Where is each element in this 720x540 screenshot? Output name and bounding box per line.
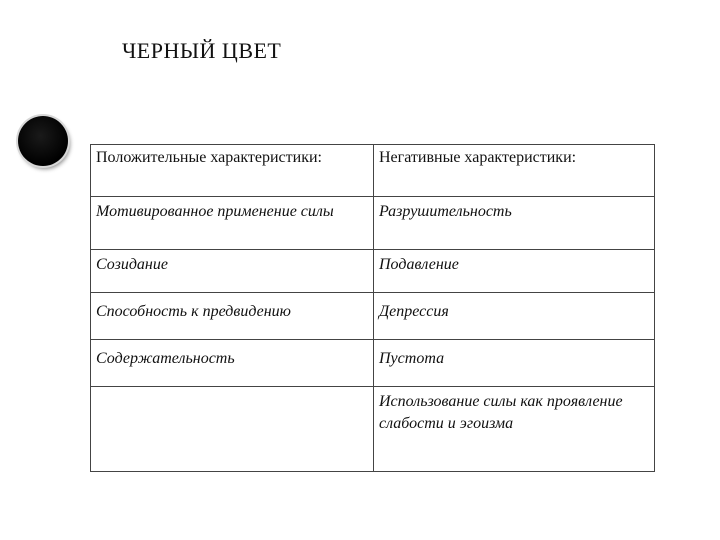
negative-cell: Депрессия [374,293,655,340]
positive-cell [91,387,374,472]
positive-cell: Содержательность [91,340,374,387]
negative-cell: Разрушительность [374,197,655,250]
negative-header-cell: Негативные характеристики: [374,145,655,197]
negative-cell: Подавление [374,250,655,293]
table-row [91,197,655,250]
table-row [91,340,655,387]
table-row [91,387,655,472]
page-title: ЧЕРНЫЙ ЦВЕТ [122,38,282,63]
black-circle-icon [18,116,68,166]
positive-header-cell: Положительные характеристики: [91,145,374,197]
positive-cell: Созидание [91,250,374,293]
negative-cell: Пустота [374,340,655,387]
table-header-row [91,145,655,197]
table-row [91,250,655,293]
characteristics-table [90,144,655,472]
negative-cell: Использование силы как проявление слабости и эгоизма [374,387,655,472]
positive-cell: Мотивированное применение силы [91,197,374,250]
table-row [91,293,655,340]
positive-cell: Способность к предвидению [91,293,374,340]
